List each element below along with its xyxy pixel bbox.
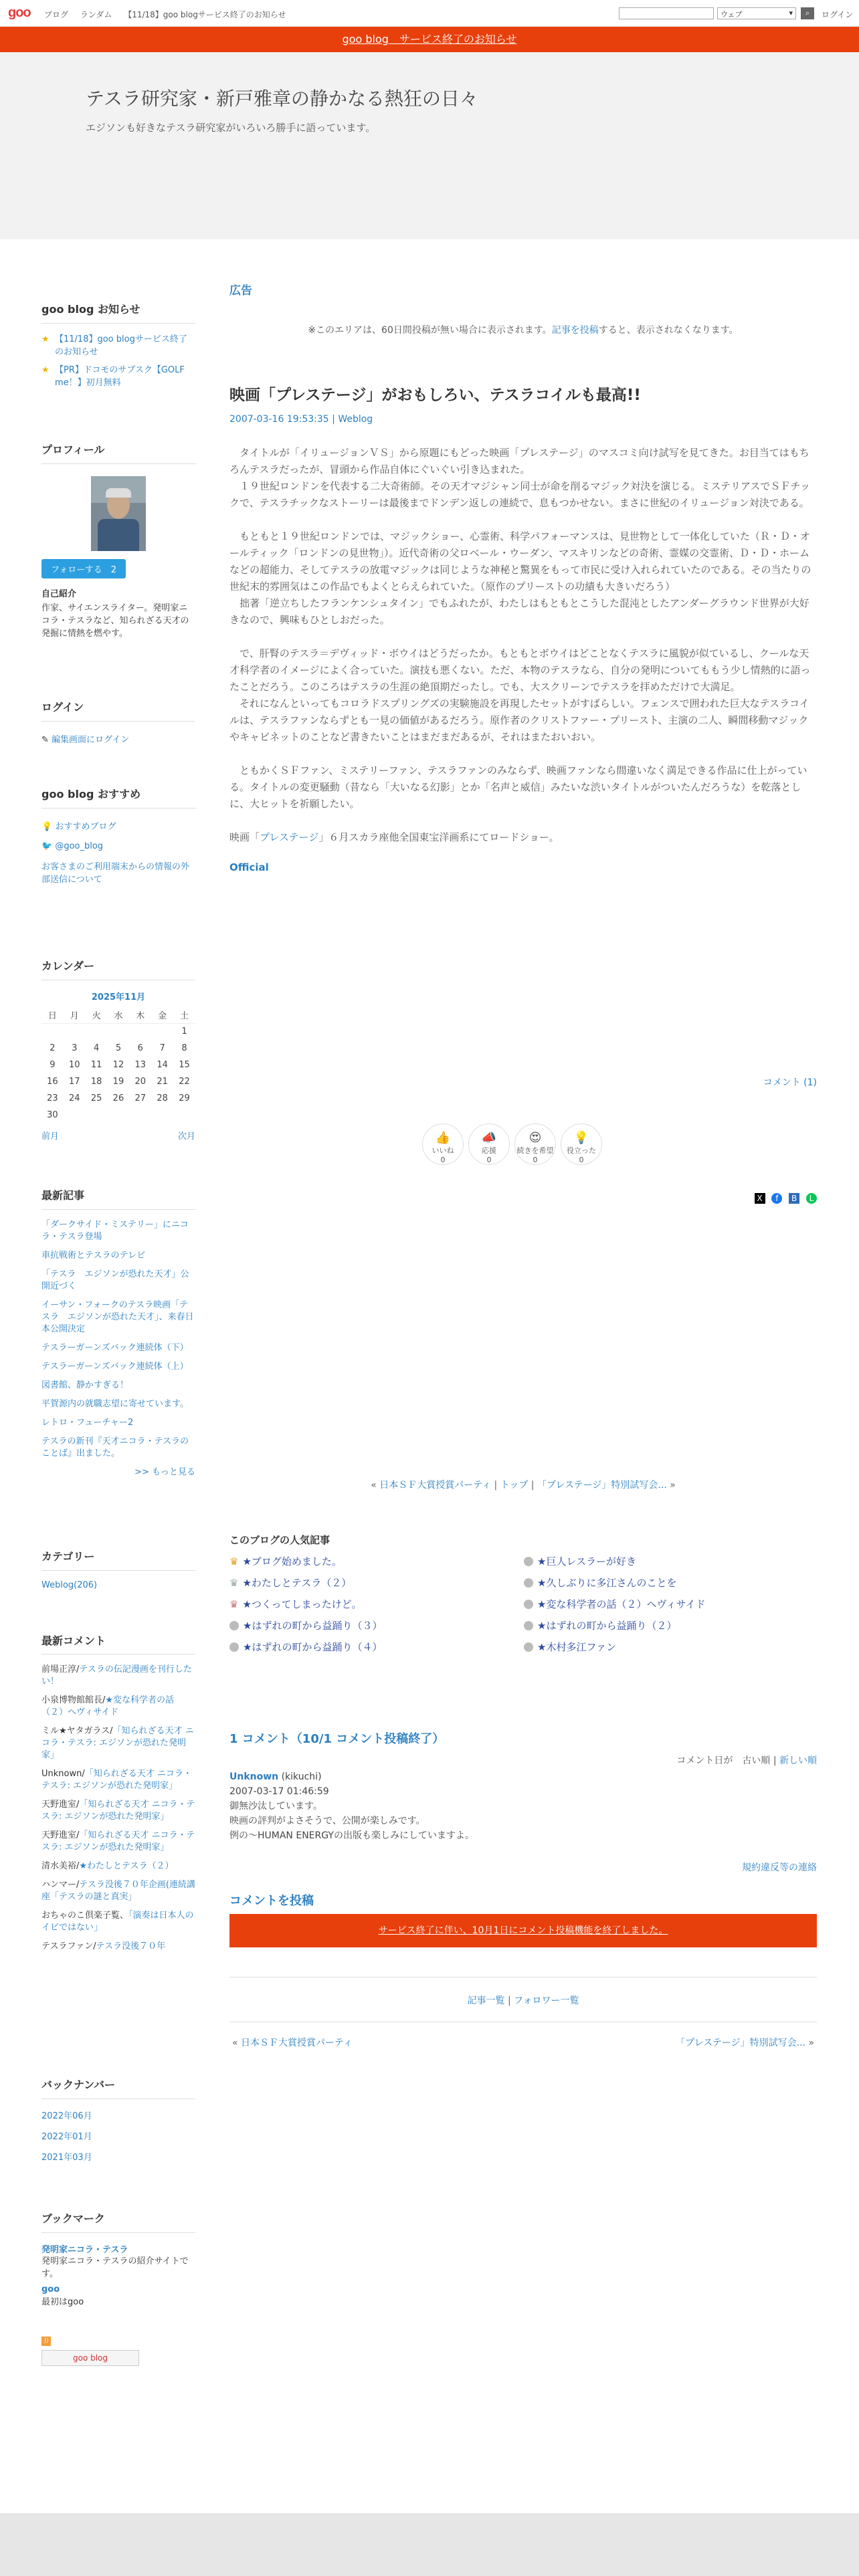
sidebar-login [41, 699, 195, 745]
heart-eyes-icon: 😍 [529, 1131, 542, 1145]
commenter-name[interactable]: Unknown [229, 1772, 279, 1782]
goo-blog-badge[interactable]: goo blog [41, 2350, 139, 2366]
section-heading: 最新コメント [41, 1635, 195, 1654]
profile-avatar[interactable] [91, 476, 146, 551]
section-heading: ブックマーク [41, 2210, 195, 2233]
post-paragraph: ともかくＳＦファン、ミステリーファン、テスラファンのみならず、映画ファンなら間違いなく満足できる作品に仕上がっている。タイトルの変更騒動（昔なら「大いなる幻影」とか「名声と威信」みたいな渋いタイトルがついたんだろうな）を乾落としに、大ヒットを祈願したい。 [229, 764, 807, 810]
external-send-link[interactable]: お客さまのご利用端末からの情報の外部送信について [41, 862, 190, 885]
nav-service-end[interactable]: 【11/18】goo blogサービス終了のお知らせ [124, 10, 286, 19]
recent-post-link[interactable]: 平賀源内の就職志望に寄せています。 [41, 1399, 189, 1409]
follow-count: 2 [110, 565, 116, 575]
backnumber-link[interactable]: 2022年01月 [41, 2132, 92, 2142]
intro-text: 作家、サイエンスライター。発明家ニコラ・テスラなど、知られざる天才の発掘に情熱を燃やす。 [41, 603, 189, 639]
blog-title[interactable]: テスラ研究家・新戸雅章の静かなる熱狂の日々 [86, 88, 478, 110]
comment-text: 御無沙汰しています。 [229, 1801, 322, 1812]
comment-post-link[interactable]: ★わたしとテスラ（２） [79, 1861, 174, 1871]
recent-post-link[interactable]: レトロ・フューチャー2 [41, 1418, 134, 1428]
calendar-prev-link[interactable]: 前月 [41, 1132, 60, 1142]
prev-post-link[interactable]: 日本ＳＦ大賞授賞パーティ [379, 1480, 492, 1491]
comment-post-link[interactable]: テスラの伝記漫画を刊行したい！ [41, 1665, 192, 1687]
reaction-like[interactable]: 👍 いいね 0 [422, 1123, 464, 1165]
post-title[interactable]: 映画「プレステージ」がおもしろい、テスラコイルも最高!! [229, 387, 641, 404]
hatena-share-icon[interactable]: B [789, 1193, 799, 1204]
calendar-week: 2 3 4 5 6 7 8 [50, 1043, 187, 1053]
rank-dot-icon [524, 1642, 533, 1652]
comment-date: 2007-03-17 01:46:59 [229, 1786, 329, 1797]
calendar-table [41, 1006, 195, 1123]
recommend-blog-link[interactable]: おすすめブログ [55, 822, 116, 832]
post-navigation: « 日本ＳＦ大賞授賞パーティ | トップ | 「プレステージ」特別試写会... » [371, 1480, 676, 1491]
calendar-week: 30 [47, 1110, 58, 1120]
search-button[interactable] [801, 7, 814, 19]
sort-old[interactable]: 古い順 [742, 1755, 771, 1766]
bottom-nav: « 日本ＳＦ大賞授賞パーティ 「プレステージ」特別試写会... » [229, 2022, 817, 2055]
calendar-next-link[interactable]: 次月 [177, 1132, 195, 1142]
section-heading: ログイン [41, 699, 195, 722]
more-link[interactable]: >> もっと見る [134, 1467, 195, 1477]
sidebar-profile [41, 441, 195, 640]
bookmark-link[interactable]: goo [41, 2284, 60, 2294]
bookmark-link[interactable]: 発明家ニコラ・テスラ [41, 2245, 128, 2255]
backnumber-link[interactable]: 2021年03月 [41, 2153, 92, 2163]
recent-post-link[interactable]: テスラの新刊『天才ニコラ・テスラのことば』出ました。 [41, 1436, 189, 1459]
reaction-more[interactable]: 😍 続きを希望 0 [514, 1123, 556, 1165]
comments-heading: 1 コメント（10/1 コメント投稿終了） [229, 1732, 445, 1746]
global-nav [44, 9, 295, 20]
comment-post-link[interactable]: テスラ没後７０年 [96, 1941, 166, 1951]
rank-dot-icon [524, 1600, 533, 1609]
post-closing: 映画「プレステージ」６月スカラ座他全国東宝洋画系にてロードショー。 [229, 831, 559, 843]
official-link[interactable]: Official [229, 861, 269, 873]
section-heading: カテゴリー [41, 1548, 195, 1571]
ranking-item[interactable]: ★久しぶりに多江さんのことを [524, 1576, 676, 1590]
bottom-next-link[interactable]: 「プレステージ」特別試写会... [676, 2038, 805, 2048]
blog-subtitle: エジソンも好きなテスラ研究家がいろいろ勝手に語っています。 [86, 122, 376, 134]
post-meta: 2007-03-16 19:53:35 | Weblog [229, 414, 373, 425]
comment-entry: 天野進室/「知られざる天才 ニコラ・テスラ: エジソンが恐れた発明家」 [41, 1830, 195, 1852]
pr-link[interactable]: 【PR】ドコモのサブスク【GOLF me！】初月無料 [55, 365, 185, 388]
gold-crown-icon: ♛ [229, 1555, 239, 1568]
comment-entry: 前場正淳/テスラの伝記漫画を刊行したい！ [41, 1665, 192, 1687]
weekday: 水 [114, 1010, 123, 1021]
post-paragraph: もともと１９世紀ロンドンでは、マジックショー、心霊術、科学パフォーマンスは、見世物として一体化していた（Ｒ・Ｄ・オールティック「ロンドンの見世物」）。近代奇術の父ロベール・ウーダン、マスキリンなどの奇術、霊媒の交霊術、Ｄ・Ｄ・ホームなどの超能力、そしてテスラの放電マジックは同じような神秘と驚異をもって市民に受け入れられていたのである。その当たりの世紀末的雰囲気はこの作品でもよくとらえられていた。（原作のプリーストの功績も大きいだろう） 拙著「逆立ちしたフランケンシュタイン」でもふれたが、わたしはもともとこうした混沌としたアンダーグラウンド世界が大好きなので、興味もひとしおだった。 [229, 530, 812, 626]
category-link[interactable]: Weblog(206) [41, 1580, 98, 1590]
calendar-week [41, 1023, 195, 1040]
weekday: 土 [180, 1010, 189, 1021]
section-heading: プロフィール [41, 441, 195, 464]
comments-section [229, 1729, 817, 2055]
section-heading: カレンダー [41, 958, 195, 980]
bookmark-desc: 最初はgoo [41, 2297, 84, 2307]
lightbulb-icon: 💡 [573, 1131, 589, 1145]
comment-post-link[interactable]: 「知られざる天才 ニコラ・テスラ: エジソンが恐れた発明家」 [41, 1830, 195, 1852]
popular-posts [229, 1533, 817, 1667]
comment-entry: ハンマー/テスラ没後７０年企画(連続講座「テスラの謎と真実」 [41, 1880, 195, 1902]
search-icon: ⌕ [805, 9, 810, 17]
recent-post-link[interactable]: イーサン・フォークのテスラ映画「テスラ エジソンが恐れた天才」、来春日本公開決定 [41, 1300, 194, 1334]
reaction-cheer[interactable]: 📣 応援 0 [468, 1123, 510, 1165]
sidebar-recent [41, 1187, 195, 1485]
ad-section [229, 281, 817, 336]
post-article-link[interactable]: 記事を投稿 [551, 325, 599, 336]
intro-heading: 自己紹介 [41, 589, 77, 599]
post-footer [229, 1075, 817, 1276]
rank-dot-icon [229, 1642, 239, 1652]
comment-closed-link[interactable]: サービス終了に伴い、10月1日にコメント投稿機能を終了しました。 [378, 1925, 668, 1936]
backnumber-list[interactable] [41, 2109, 195, 2165]
comment-entry: ミル★ヤタガラス/「知られざる天才 ニコラ・テスラ: エジソンが恐れた発明家」 [41, 1726, 194, 1760]
comment-entry: テスラファン/テスラ没後７０年 [41, 1941, 166, 1951]
line-share-icon[interactable]: L [806, 1193, 817, 1204]
section-heading: 最新記事 [41, 1187, 195, 1210]
comment-closed-banner [229, 1914, 817, 1947]
page-footer [0, 2513, 859, 2576]
sidebar-category [41, 1548, 195, 1590]
search-input[interactable] [619, 7, 714, 19]
post-category-link[interactable]: Weblog [338, 414, 373, 425]
twitter-link[interactable]: @goo_blog [55, 841, 104, 851]
article [229, 383, 817, 876]
post-comment-heading: コメントを投稿 [229, 1894, 314, 1908]
ranking-item[interactable]: ★木村多江ファン [524, 1640, 616, 1654]
comment-count-link[interactable]: コメント (1) [763, 1077, 817, 1088]
section-heading: goo blog おすすめ [41, 786, 195, 809]
rank-dot-icon [524, 1557, 533, 1566]
star-icon: ★ [41, 365, 50, 375]
comment-entry: 小泉博物館館長/★変な科学者の話（２）ヘヴィサイド [41, 1695, 175, 1717]
calendar-weekdays [41, 1006, 195, 1023]
comment-item: Unknown (kikuchi) 2007-03-17 01:46:59 御無沙汰しています。 映画の評判がよさそうで、公開が楽しみです。 例の〜HUMAN ENERGYの出版も楽しみにしていますよ。 [229, 1769, 817, 1843]
section-heading: バックナンバー [41, 2076, 195, 2099]
calendar-week: 23 24 25 26 27 28 29 [47, 1093, 190, 1103]
service-end-banner [0, 27, 859, 52]
bronze-crown-icon: ♛ [229, 1598, 239, 1610]
post-date: 2007-03-16 19:53:35 [229, 414, 329, 425]
calendar-week: 9 10 11 12 13 14 15 [50, 1060, 190, 1070]
rss-icon[interactable]: )) [41, 2337, 51, 2346]
calendar-week: 16 17 18 19 20 21 22 [47, 1077, 190, 1087]
goo-logo[interactable]: goo [8, 5, 31, 20]
next-post-link[interactable]: 「プレステージ」特別試写会... [537, 1480, 667, 1491]
section-heading: このブログの人気記事 [229, 1534, 330, 1546]
ranking-item[interactable]: ★変な科学者の話（２）ヘヴィサイド [524, 1597, 706, 1611]
facebook-share-icon[interactable]: f [771, 1193, 782, 1204]
ranking-item[interactable]: ♛ ★わたしとテスラ（２） [229, 1577, 352, 1589]
lightbulb-icon: 💡 [41, 822, 53, 832]
recent-post-link[interactable]: 車抗戦術とテスラのテレビ [41, 1251, 146, 1261]
comment-text: 映画の評判がよさそうで、公開が楽しみです。 [229, 1816, 425, 1826]
megaphone-icon: 📣 [481, 1131, 497, 1145]
x-share-icon[interactable]: X [755, 1193, 765, 1204]
global-header [0, 0, 859, 27]
comment-entry: Unknown/「知られざる天才 ニコラ・テスラ: エジソンが恐れた発明家」 [41, 1769, 192, 1791]
sidebar-notices [41, 301, 195, 389]
weekday: 火 [92, 1010, 101, 1021]
prestige-link[interactable]: プレステージ [260, 831, 319, 843]
login-link[interactable]: ログイン [822, 10, 854, 19]
weekday: 月 [70, 1010, 79, 1021]
list-links: 記事一覧 | フォロワー一覧 [229, 1977, 817, 2007]
comment-entry: 清水美裕/★わたしとテスラ（２） [41, 1861, 174, 1871]
rank-dot-icon [524, 1621, 533, 1630]
follow-button[interactable]: フォローする 2 [41, 559, 126, 578]
comment-post-link[interactable]: 「知られざる天才 ニコラ・テスラ: エジソンが恐れた発明家」 [41, 1726, 194, 1760]
recent-post-link[interactable]: テスラーガーンズバック連続体（上） [41, 1362, 189, 1372]
post-list-link[interactable]: 記事一覧 [467, 1996, 505, 2006]
comment-post-link[interactable]: 「演奏は日本人のイビではない」 [41, 1911, 194, 1933]
bottom-prev-link[interactable]: 日本ＳＦ大賞授賞パーティ [241, 2038, 353, 2048]
post-paragraph: タイトルが「イリュージョンＶＳ」から原題にもどった映画「プレステージ」のマスコミ向け試写を見てきた。お目当てはもちろんテスラだったが、冒頭から作品自体にぐいぐい引き込まれた。 １９世紀ロンドンを代表する二大奇術師。その天才マジシャン同士が命を削るマジック対決を演じる。ミステリアスでＳＦチックで、テスラチックなストーリーは最後までドンデン返しの連続で、息もつかせない。まさに世紀のイリュージョン対決である。 [229, 447, 810, 509]
reaction-useful[interactable]: 💡 役立った 0 [561, 1123, 602, 1165]
comment-text: 例の〜HUMAN ENERGYの出版も楽しみにしていますよ。 [229, 1830, 474, 1841]
sort-new[interactable]: 新しい順 [779, 1755, 817, 1766]
silver-crown-icon: ♛ [229, 1577, 239, 1589]
backnumber-link[interactable]: 2022年06月 [41, 2111, 92, 2121]
recent-post-link[interactable]: 図書館、静かすぎる！ [41, 1380, 129, 1390]
sidebar-backnumber [41, 2076, 195, 2165]
sidebar-comments [41, 1635, 195, 1959]
sidebar-calendar [41, 958, 195, 1141]
search-select[interactable]: ウェブ ▾ [717, 7, 796, 19]
ad-heading: 広告 [229, 284, 252, 298]
comment-post-link[interactable]: 「知られざる天才 ニコラ・テスラ: エジソンが恐れた発明家」 [41, 1800, 195, 1822]
report-link[interactable]: 規約違反等の連絡 [742, 1862, 817, 1873]
star-icon: ★ [41, 334, 50, 344]
ranking-item[interactable]: ★はずれの町から益踊り（４） [229, 1640, 382, 1654]
follower-list-link[interactable]: フォロワー一覧 [514, 1996, 579, 2006]
top-link[interactable]: トップ [500, 1480, 529, 1491]
weekday: 木 [136, 1010, 145, 1021]
ranking-item[interactable]: ★はずれの町から益踊り（２） [524, 1618, 676, 1632]
ranking-item[interactable]: ♛ ★つくってしまったけど。 [229, 1598, 362, 1610]
post-paragraph: で、肝腎のテスラ＝デヴィッド・ボウイはどうだったか。もともとボウイはどことなくテスラに風貌が似ているし、クールな天才科学者のイメージによく合っていた。演技も悪くない。ただ、本物のテスラなら、自分の発明についてももう少し情熱的に語ったことだろう。このころはテスラの生涯の絶頂期だったし。でも、大スクリーンでテスラを拝めただけで大満足。 それになんといってもコロラドスプリングズの実験施設を再現したセットがすばらしい。フェンスで囲われた巨大なテスラコイルは、テスラファンならずとも一見の価値があるだろう。原作者のクリストファー・プリースト、主演の二人、瞬間移動マジックやキャビネットのことなど書きたいことはまだまだあるが、それはまたおいおい。 [229, 647, 811, 743]
service-end-link[interactable]: goo blog サービス終了のお知らせ [342, 33, 517, 45]
ad-note: ※このエリアは、60日間投稿が無い場合に表示されます。記事を投稿すると、表示されなくなります。 [308, 325, 739, 336]
sidebar-bookmark [41, 2210, 195, 2366]
nav-blog[interactable]: ブログ [44, 10, 69, 19]
weekday: 日 [47, 1010, 57, 1021]
weekday: 金 [158, 1010, 167, 1021]
sidebar-recommend [41, 786, 195, 886]
pencil-icon: ✎ [41, 735, 49, 745]
ranking-item[interactable]: ★巨人レスラーが好き [524, 1554, 636, 1568]
login-edit-link[interactable]: 編集画面にログイン [52, 735, 130, 745]
bookmark-desc: 発明家ニコラ・テスラの紹介サイトです。 [41, 2256, 189, 2279]
comment-post-link[interactable]: テスラ没後７０年企画(連続講座「テスラの謎と真実」 [41, 1880, 195, 1902]
section-heading: goo blog お知らせ [41, 301, 195, 324]
nav-random[interactable]: ランダム [80, 10, 112, 19]
rank-dot-icon [229, 1621, 239, 1630]
comment-post-link[interactable]: ★変な科学者の話（２）ヘヴィサイド [41, 1695, 175, 1717]
calendar-month: 2025年11月 [91, 992, 146, 1002]
comment-entry: 天野進室/「知られざる天才 ニコラ・テスラ: エジソンが恐れた発明家」 [41, 1800, 195, 1822]
ranking-item[interactable]: ★はずれの町から益踊り（３） [229, 1618, 382, 1632]
ranking-item[interactable]: ♛ ★ブログ始めました。 [229, 1555, 342, 1568]
recent-post-link[interactable]: 「ダークサイド・ミステリー」にニコラ・テスラ登場 [41, 1220, 189, 1242]
share-buttons [751, 1193, 817, 1204]
blog-header [0, 52, 859, 239]
recent-post-link[interactable]: 「テスラ エジソンが恐れた天才」公開近づく [41, 1269, 189, 1291]
twitter-icon: 🐦 [41, 841, 53, 851]
calendar-day: 1 [181, 1027, 187, 1037]
comment-post-link[interactable]: 「知られざる天才 ニコラ・テスラ: エジソンが恐れた発明家」 [41, 1769, 192, 1791]
thumbs-up-icon: 👍 [435, 1131, 451, 1145]
comment-sort: コメント日が 古い順 | 新しい順 [676, 1755, 817, 1766]
recent-post-link[interactable]: テスラーガーンズバック連続体（下） [41, 1343, 189, 1353]
comment-entry: おちゃのこ倶楽子覧、「演奏は日本人のイビではない」 [41, 1911, 194, 1933]
rank-dot-icon [524, 1578, 533, 1588]
notice-link[interactable]: 【11/18】goo blogサービス終了のお知らせ [55, 334, 187, 357]
